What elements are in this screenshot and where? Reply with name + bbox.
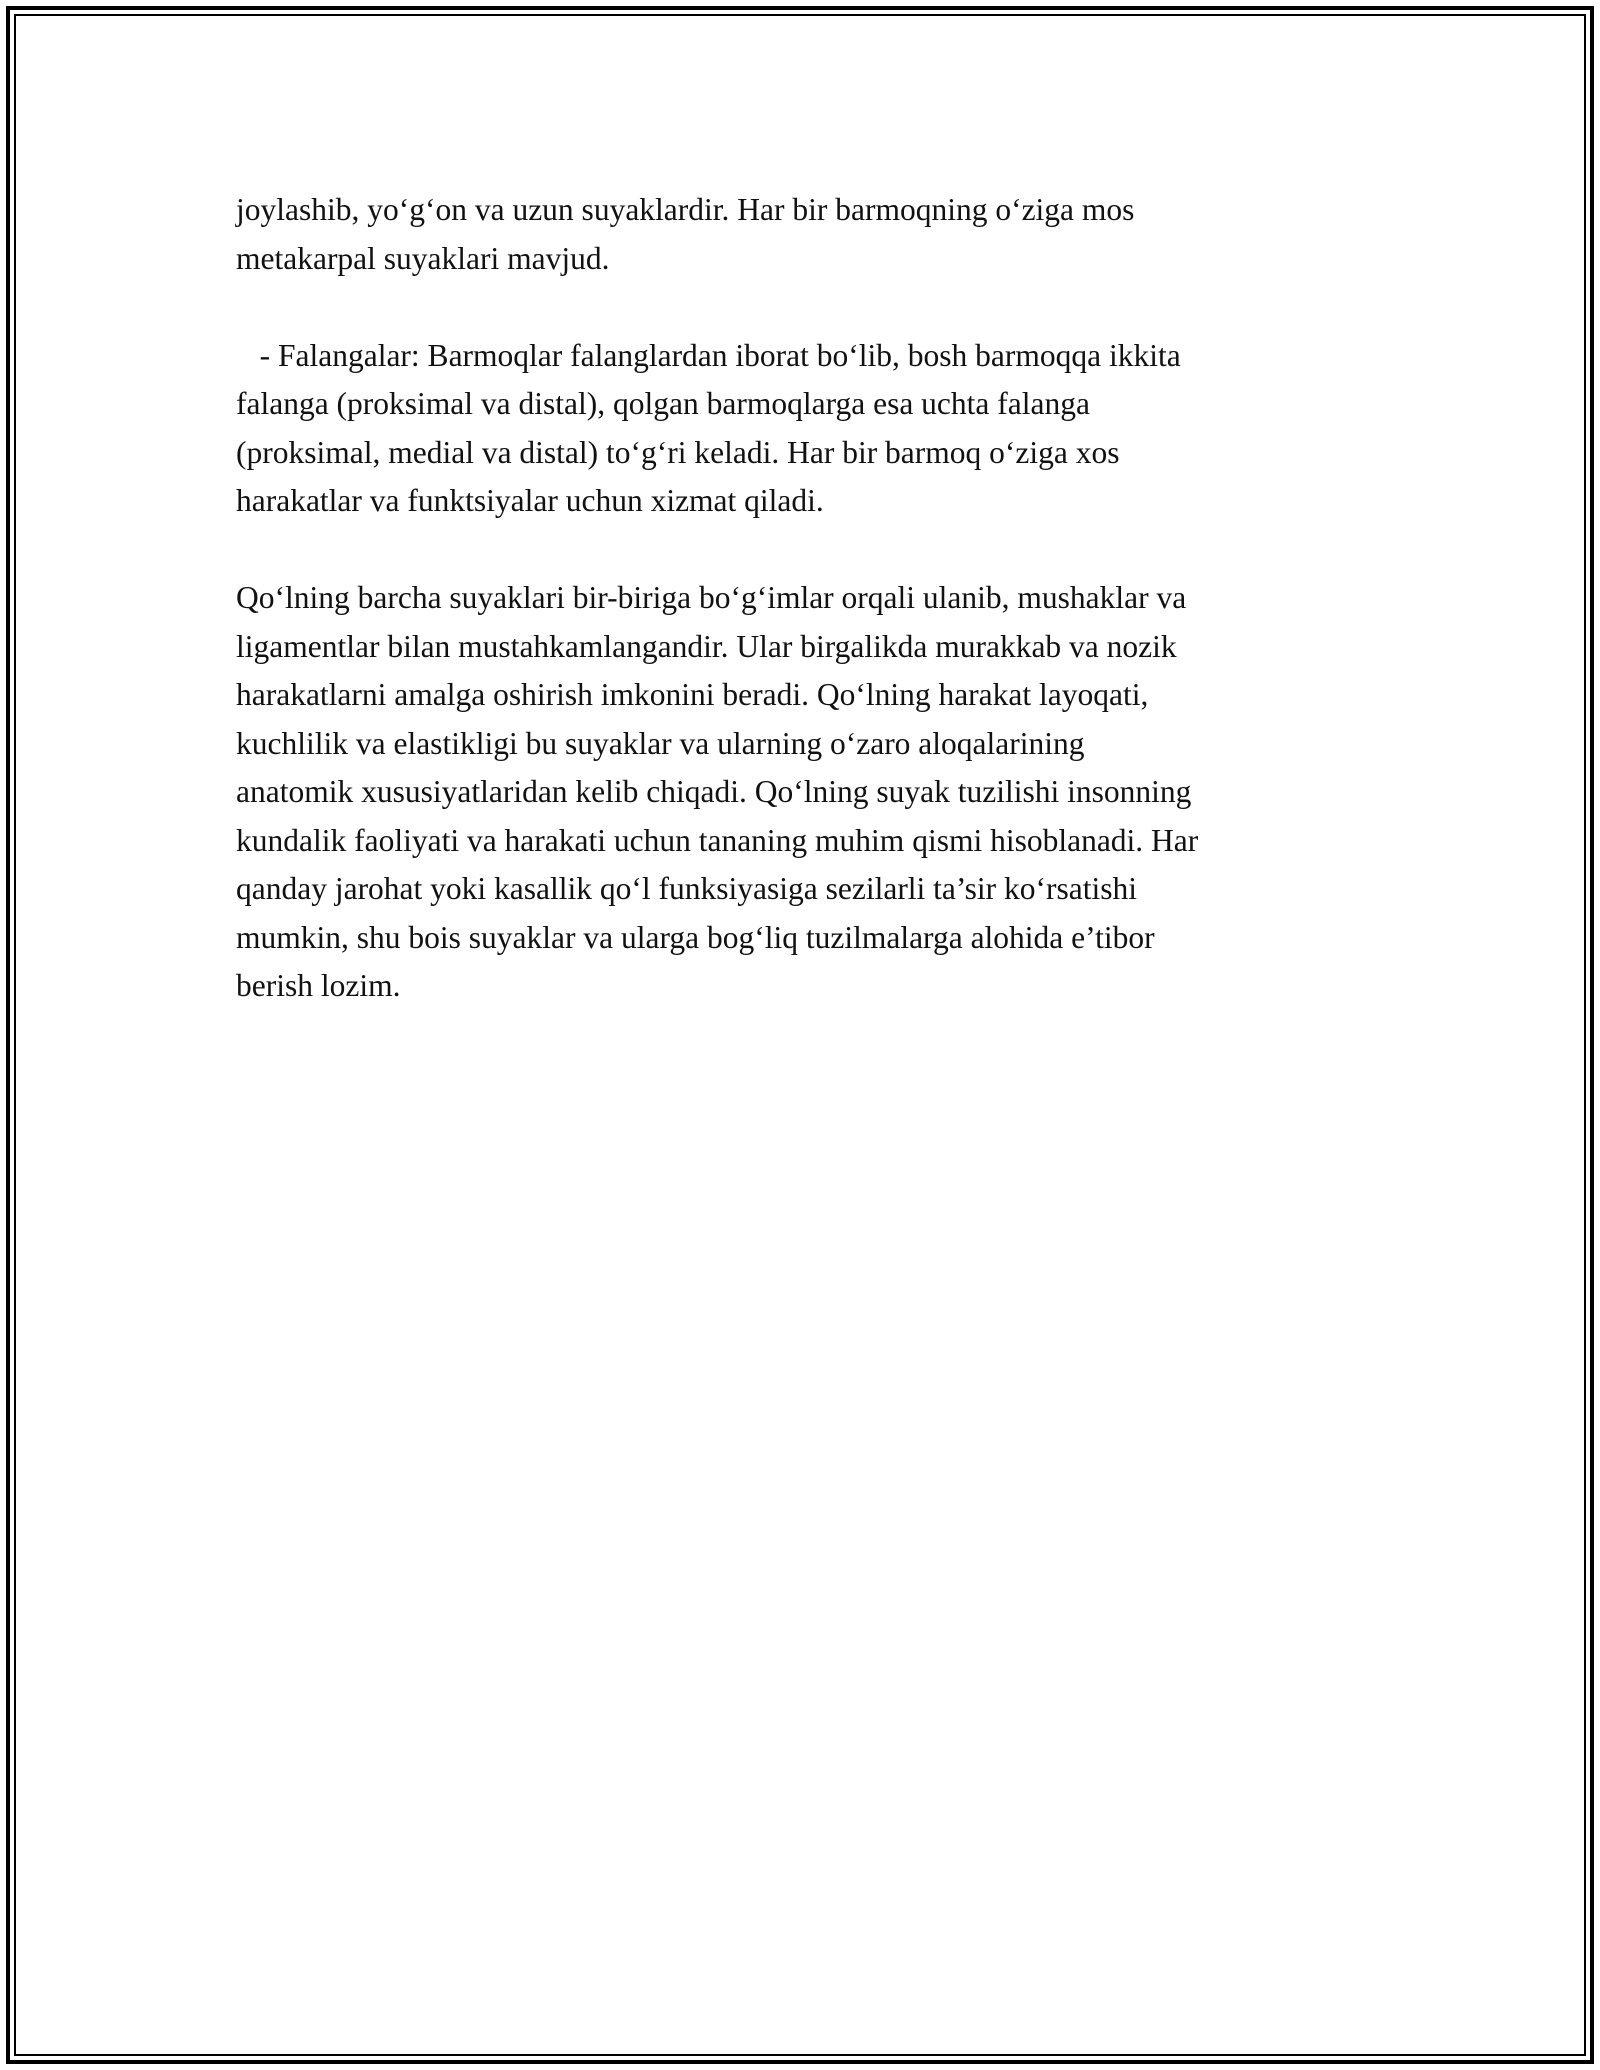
text-line: anatomik xususiyatlaridan kelib chiqadi. Qo‘lning suyak tuzilishi insonning	[236, 774, 1192, 809]
text-line: ligamentlar bilan mustahkamlangandir. Ular birgalikda murakkab va nozik	[236, 628, 1177, 664]
text-line: harakatlarni amalga oshirish imkonini beradi. Qo‘lning harakat layoqati,	[236, 677, 1149, 712]
paragraph-gap	[236, 283, 1366, 332]
text-line: kundalik faoliyati va harakati uchun tananing muhim qismi hisoblanadi. Har	[236, 822, 1199, 858]
text-line: Qo‘lning barcha suyaklari bir-biriga bo‘g‘imlar orqali ulanib, mushaklar va	[236, 580, 1187, 615]
paragraph-metacarpals	[236, 186, 1366, 283]
text-line: mumkin, shu bois suyaklar va ularga bog‘liq tuzilmalarga alohida e’tibor	[236, 919, 1155, 955]
text-line: qanday jarohat yoki kasallik qo‘l funksiyasiga sezilarli ta’sir ko‘rsatishi	[236, 871, 1138, 906]
text-line: falanga (proksimal va distal), qolgan barmoqlarga esa uchta falanga	[236, 386, 1090, 421]
document-body	[236, 186, 1366, 1011]
text-line: metakarpal suyaklari mavjud.	[236, 240, 610, 276]
text-line: berish lozim.	[236, 968, 401, 1003]
text-line: harakatlar va funktsiyalar uchun xizmat qiladi.	[236, 483, 824, 518]
text-line: joylashib, yo‘g‘on va uzun suyaklardir. Har bir barmoqning o‘ziga mos	[236, 192, 1135, 227]
paragraph-summary	[236, 574, 1366, 1011]
text-line: kuchlilik va elastikligi bu suyaklar va ularning o‘zaro aloqalarining	[236, 725, 1085, 761]
paragraph-phalanges	[236, 332, 1366, 526]
text-line: - Falangalar: Barmoqlar falanglardan iborat bo‘lib, bosh barmoqqa ikkita	[236, 337, 1181, 373]
text-line: (proksimal, medial va distal) to‘g‘ri keladi. Har bir barmoq o‘ziga xos	[236, 434, 1120, 470]
paragraph-gap	[236, 526, 1366, 575]
